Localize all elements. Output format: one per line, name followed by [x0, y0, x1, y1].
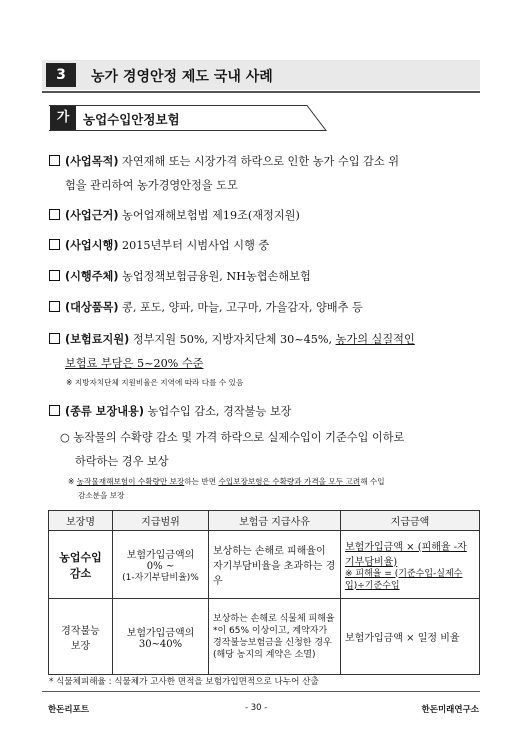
- table-header: 보장명: [49, 511, 113, 531]
- coverage-name: 농업수입 감소: [49, 531, 113, 599]
- coverage-name: 경작불능 보장: [49, 599, 113, 675]
- table-row: [49, 599, 480, 675]
- checkbox-icon: [49, 270, 60, 281]
- payment-range: 보험가입금액의 0% ~ (1-자기부담비율)%: [113, 531, 209, 599]
- payment-amount: 보험가입금액 × 일정 비율: [341, 599, 480, 675]
- section-title: 농가 경영안정 제도 국내 사례: [91, 69, 273, 85]
- payment-reason: 보상하는 손해로 피해율이 자기부담비율을 초과하는 경우: [209, 531, 341, 599]
- item-purpose: (사업목적) 자연재해 또는 시장가격 하락으로 인한 농가 수입 감소 위 험을 관리하여 농가경영안정을 도모: [49, 150, 481, 198]
- footnote: * 식물체피해율 : 식물체가 고사한 면적을 보험가입면적으로 나누어 산출: [49, 677, 319, 687]
- payment-amount: 보험가입금액 × (피해율 -자기부담비율) ※ 피해율 = (기준수입-실제수입)÷기준수입: [341, 531, 480, 599]
- section-header: [42, 60, 480, 90]
- table-header: 지급범위: [113, 511, 209, 531]
- payment-range: 보험가입금액의 30~40%: [113, 599, 209, 675]
- checkbox-icon: [49, 239, 60, 250]
- checkbox-icon: [49, 155, 60, 166]
- footer-divider: [42, 691, 480, 692]
- subsection-header: [49, 105, 327, 131]
- payment-reason: 보상하는 손해로 식물체 피해율*이 65% 이상이고, 계약자가 경작불능보험금을 신청한 경우(해당 농지의 계약은 소멸): [209, 599, 341, 675]
- table-header: 지급금액: [341, 511, 480, 531]
- header-divider: [42, 91, 480, 93]
- support-note: ※ 지방자치단체 지원비율은 지역에 따라 다를 수 있음: [66, 378, 244, 387]
- item-coverage: (종류 보장내용) 농업수입 감소, 경작불능 보장: [49, 400, 481, 424]
- item-basis: (사업근거) 농어업재해보험법 제19조(재정지원): [49, 204, 481, 228]
- subsection-title: 농업수입안정보험: [83, 112, 180, 127]
- coverage-table: [48, 510, 480, 675]
- item-implementation: (사업시행) 2015년부터 시범사업 시행 중: [49, 234, 481, 258]
- table-header: 보험금 지급사유: [209, 511, 341, 531]
- section-number: 3: [46, 63, 76, 87]
- coverage-bullet: ○ 농작물의 수확량 감소 및 가격 하락으로 실제수입이 기준수입 이하로 하락하는 경우 보상: [60, 431, 405, 468]
- subsection-tag: 가: [50, 106, 76, 130]
- checkbox-icon: [49, 405, 60, 416]
- footer-publication: 한돈리포트: [48, 705, 90, 715]
- item-target-crops: (대상품목) 콩, 포도, 양파, 마늘, 고구마, 가을감자, 양배추 등: [49, 296, 481, 320]
- checkbox-icon: [49, 301, 60, 312]
- table-row: [49, 531, 480, 599]
- page-number: - 30 -: [245, 703, 268, 713]
- footer-publisher: 한돈미래연구소: [421, 705, 479, 715]
- coverage-note: ※ 농작물재해보험이 수확량만 보장하는 반면 수입보장보험은 수확량과 가격을 모두 고려해 수입 감소분을 보장: [68, 477, 385, 500]
- checkbox-icon: [49, 333, 60, 344]
- checkbox-icon: [49, 209, 60, 220]
- item-premium-support: (보험료지원) 정부지원 50%, 지방자치단체 30~45%, 농가의 실질적인 보험료 부담은 5~20% 수준: [49, 328, 481, 376]
- table-header-row: [49, 511, 480, 531]
- item-operator: (시행주체) 농업정책보험금융원, NH농협손해보험: [49, 265, 481, 289]
